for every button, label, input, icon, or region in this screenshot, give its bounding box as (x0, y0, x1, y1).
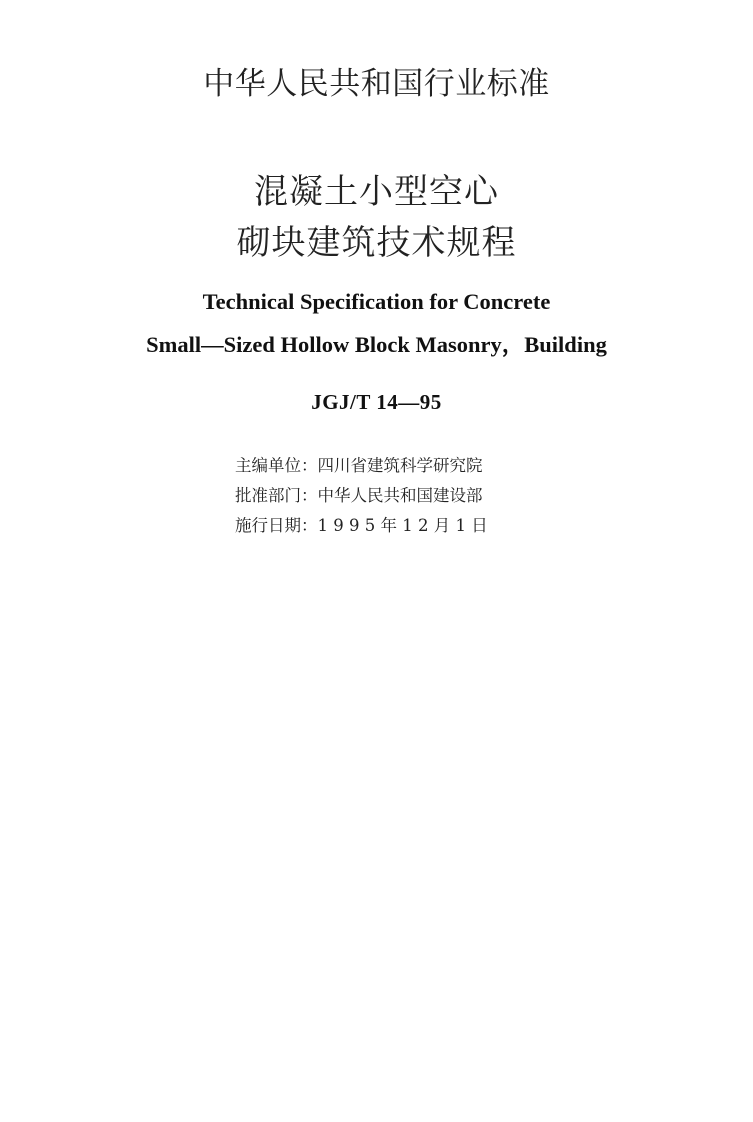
approving-department-row (235, 482, 483, 506)
effective-date-label: 施行日期： (235, 516, 318, 535)
chief-editor-unit-label: 主编单位： (235, 456, 318, 475)
english-title-line-1: Technical Specification for Concrete (202, 289, 551, 314)
approving-department-label: 批准部门： (235, 486, 318, 505)
effective-date-value: 1 9 9 5 年 1 2 月 1 日 (317, 516, 488, 535)
english-title-line-2: Small—Sized Hollow Block Masonry，Building (146, 332, 607, 357)
chief-editor-unit-row (235, 452, 483, 476)
chinese-title-line-2: 砌块建筑技术规程 (236, 223, 517, 263)
chinese-title-line-1: 混凝土小型空心 (254, 172, 499, 212)
effective-date-row (235, 512, 488, 536)
chief-editor-unit-value: 四川省建筑科学研究院 (317, 456, 483, 475)
standard-category-header: 中华人民共和国行业标准 (203, 66, 550, 102)
approving-department-value: 中华人民共和国建设部 (317, 486, 483, 505)
standard-code: JGJ/T 14—95 (311, 390, 442, 414)
